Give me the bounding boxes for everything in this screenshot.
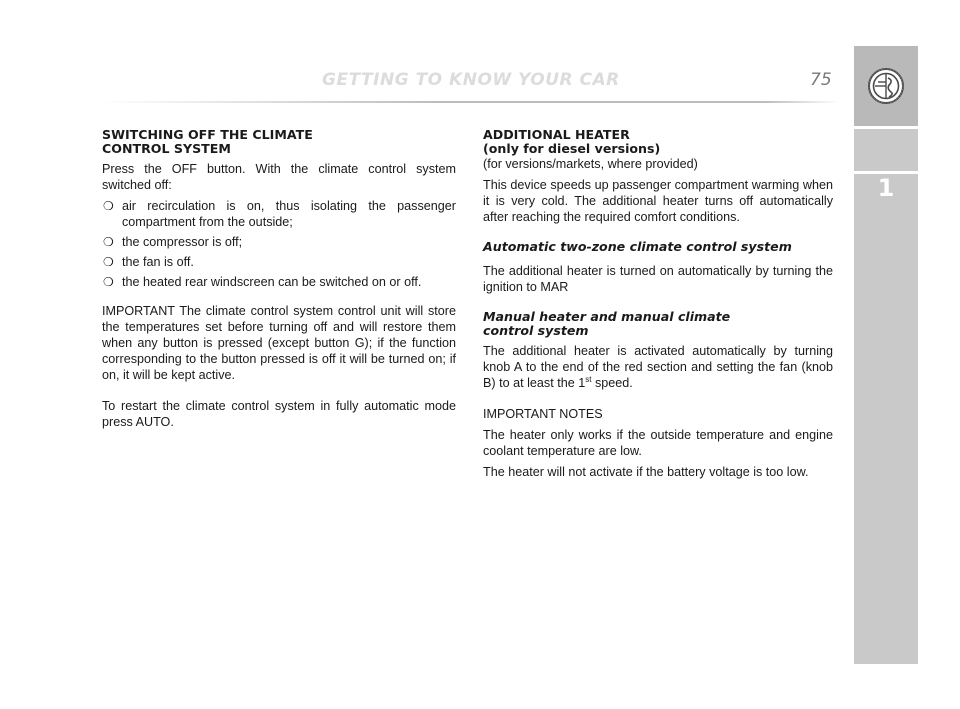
sidebar-separator <box>854 126 918 129</box>
alfa-romeo-badge-icon <box>867 67 905 105</box>
section-heading: ADDITIONAL HEATER (only for diesel versions) <box>483 127 661 156</box>
automatic-paragraph: The additional heater is turned on automatically by turning the ignition to MAR <box>483 264 833 294</box>
list-item: ❍ air recirculation is on, thus isolating the passenger compartment from the outside; <box>103 199 456 229</box>
bullet-icon: ❍ <box>103 235 114 249</box>
restart-paragraph: To restart the climate control system in fully automatic mode press AUTO. <box>102 399 456 429</box>
chapter-sidebar <box>854 46 918 664</box>
important-paragraph: IMPORTANT The climate control system control unit will store the temperatures set before turning off and will restore them when any button is pressed (except button G); if the function corresponding to the button pressed is off it will be turned on; if on, it will be kept active. <box>102 304 456 382</box>
notes-paragraph: The heater only works if the outside temperature and engine coolant temperature are low. <box>483 428 833 458</box>
sidebar-logo-box <box>854 46 918 126</box>
heater-description: This device speeds up passenger compartment warming when it is very cold. The additional heater turns off automatically after reaching the required comfort conditions. <box>483 178 833 224</box>
section-number: 1 <box>877 174 895 202</box>
bullet-icon: ❍ <box>103 275 114 289</box>
left-column <box>102 128 456 430</box>
notes-title: IMPORTANT NOTES <box>483 407 603 421</box>
header-rule <box>100 101 840 103</box>
page-number: 75 <box>810 70 832 90</box>
subheading-manual: Manual heater and manual climate control system <box>483 309 731 338</box>
bullet-icon: ❍ <box>103 255 114 269</box>
list-item: ❍ the compressor is off; <box>103 235 243 249</box>
running-header-title: GETTING TO KNOW YOUR CAR <box>322 70 620 90</box>
intro-paragraph: Press the OFF button. With the climate control system switched off: <box>102 162 456 192</box>
list-item: ❍ the fan is off. <box>103 255 194 269</box>
notes-paragraph: The heater will not activate if the battery voltage is too low. <box>483 465 809 479</box>
list-item: ❍ the heated rear windscreen can be switched on or off. <box>103 275 422 289</box>
sidebar-separator <box>854 171 918 174</box>
manual-paragraph: The additional heater is activated automatically by turning knob A to the end of the red section and setting the fan (knob B) to at least the 1st speed. <box>483 344 833 390</box>
bullet-list <box>102 198 456 290</box>
right-column <box>483 128 833 480</box>
section-heading: SWITCHING OFF THE CLIMATE CONTROL SYSTEM <box>102 127 313 156</box>
subheading-automatic: Automatic two-zone climate control system <box>483 239 792 254</box>
availability-note: (for versions/markets, where provided) <box>483 157 698 171</box>
bullet-icon: ❍ <box>103 199 114 213</box>
